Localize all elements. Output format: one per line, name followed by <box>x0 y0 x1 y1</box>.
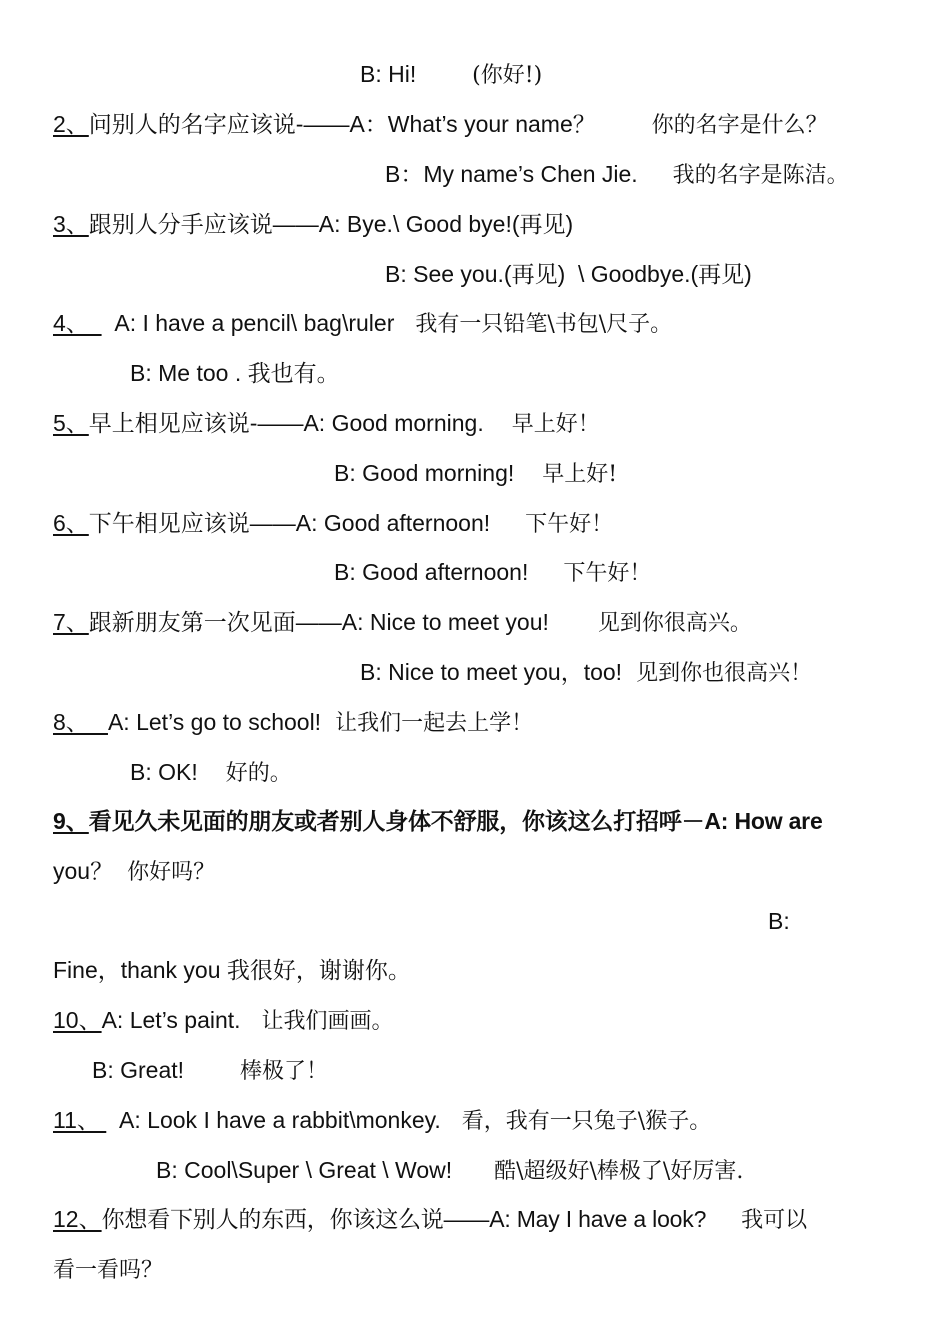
line-1 <box>360 59 542 91</box>
chinese-text: 见到你也很高兴！ <box>622 661 813 686</box>
line-8 <box>53 408 600 440</box>
english-text: A: Let’s paint. <box>101 1007 241 1033</box>
chinese-text: 你的名字是什么？ <box>595 113 828 138</box>
line-14 <box>53 707 533 739</box>
line-10 <box>53 508 613 540</box>
english-text: A: I have a pencil\ bag\ruler <box>101 310 395 336</box>
chinese-text: (你好!) <box>416 63 543 88</box>
item-number: 2、 <box>53 111 89 137</box>
english-text: B: See you.(再见) \ Goodbye.(再见) <box>385 261 752 287</box>
dialogue-text: 你想看下别人的东西，你该这么说――A: May I have a look? <box>101 1206 707 1232</box>
line-15 <box>130 757 292 789</box>
chinese-text: 见到你很高兴。 <box>548 611 752 636</box>
english-text: B：My name’s Chen Jie. <box>385 161 638 187</box>
dialogue-text: Fine，thank you 我很好，谢谢你。 <box>53 957 411 983</box>
chinese-text: 下午好！ <box>490 512 614 537</box>
line-4 <box>53 209 573 239</box>
line-21 <box>92 1055 328 1087</box>
english-text: you？ <box>53 858 114 884</box>
english-text: B: Cool\Super \ Great \ Wow! <box>156 1157 453 1183</box>
item-number: 8、 <box>53 709 108 735</box>
line-17 <box>53 856 215 888</box>
chinese-text: 早上好！ <box>483 412 600 437</box>
line-2 <box>53 109 828 141</box>
english-text: B: Nice to meet you，too! <box>360 659 623 685</box>
line-25 <box>53 1254 163 1286</box>
line-6 <box>53 308 672 340</box>
english-text: A: Let’s go to school! <box>107 709 322 735</box>
english-text: B: Good afternoon! <box>334 559 529 585</box>
dialogue-text: 看见久未见面的朋友或者别人身体不舒服，你该这么打招呼－A: How are <box>88 808 823 834</box>
line-22 <box>53 1105 711 1137</box>
line-24 <box>53 1204 807 1236</box>
dialogue-text: 问别人的名字应该说-――A：What’s your name？ <box>88 111 596 137</box>
chinese-text: 让我们一起去上学！ <box>321 711 534 736</box>
chinese-text: 你好吗？ <box>113 860 216 885</box>
chinese-text: 让我们画画。 <box>240 1009 394 1034</box>
item-number: 6、 <box>53 510 89 536</box>
item-number: 10、 <box>53 1007 102 1033</box>
chinese-text: 我的名字是陈洁。 <box>637 163 849 188</box>
line-18 <box>768 906 790 936</box>
english-text: B: Hi! <box>360 61 417 87</box>
line-19 <box>53 955 411 985</box>
item-number: 3、 <box>53 211 89 237</box>
item-number: 12、 <box>53 1206 102 1232</box>
item-number: 11、 <box>53 1107 107 1133</box>
english-text: A: Look I have a rabbit\monkey. <box>106 1107 441 1133</box>
chinese-text: 好的。 <box>197 761 292 786</box>
english-text: B: <box>768 908 790 934</box>
english-text: B: Me too . 我也有。 <box>130 360 340 386</box>
line-23 <box>156 1155 743 1187</box>
line-5 <box>385 259 752 289</box>
english-text: B: Great! <box>92 1057 185 1083</box>
item-number: 9、 <box>53 808 89 834</box>
chinese-text: 看，我有一只兔子\猴子。 <box>440 1109 712 1134</box>
line-20 <box>53 1005 394 1037</box>
chinese-text: 酷\超级好\棒极了\好厉害. <box>452 1159 744 1184</box>
dialogue-text: 跟别人分手应该说――A: Bye.\ Good bye!(再见) <box>88 211 574 237</box>
chinese-text: 早上好! <box>514 462 618 487</box>
chinese-text: 下午好！ <box>528 561 652 586</box>
chinese-text: 我可以 <box>706 1208 808 1233</box>
chinese-text: 看一看吗？ <box>53 1258 164 1283</box>
line-16 <box>53 806 823 836</box>
dialogue-text: 跟新朋友第一次见面――A: Nice to meet you! <box>88 609 549 635</box>
dialogue-text: 早上相见应该说-――A: Good morning. <box>88 410 484 436</box>
item-number: 7、 <box>53 609 89 635</box>
dialogue-text: 下午相见应该说――A: Good afternoon! <box>88 510 491 536</box>
line-11 <box>334 557 651 589</box>
english-text: B: OK! <box>130 759 198 785</box>
english-text: B: Good morning! <box>334 460 515 486</box>
line-13 <box>360 657 812 689</box>
line-12 <box>53 607 752 639</box>
line-3 <box>385 159 849 191</box>
chinese-text: 棒极了！ <box>184 1059 328 1084</box>
item-number: 5、 <box>53 410 89 436</box>
chinese-text: 我有一只铅笔\书包\尺子。 <box>394 312 673 337</box>
item-number: 4、 <box>53 310 102 336</box>
line-7 <box>130 358 340 388</box>
line-9 <box>334 458 617 490</box>
